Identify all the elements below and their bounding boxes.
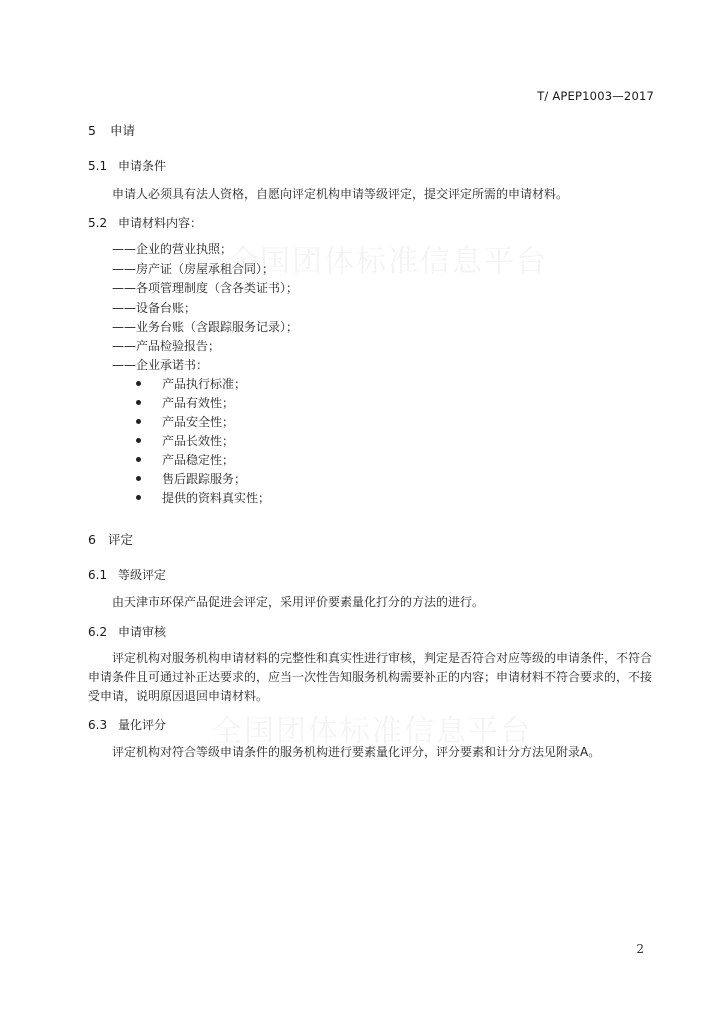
section-title: 等级评定 <box>118 568 167 582</box>
list-item: ——产品检验报告； <box>112 339 221 353</box>
bullet-icon <box>136 438 141 443</box>
section-title: 评定 <box>108 532 134 547</box>
section-title: 申请材料内容： <box>118 216 203 230</box>
section-title: 申请审核 <box>118 625 167 639</box>
list-item: ——企业的营业执照； <box>112 242 233 256</box>
list-item: ——房产证（房屋承租合同）； <box>112 262 275 276</box>
bullet-icon <box>136 400 141 405</box>
section-number: 6.1 <box>88 568 108 582</box>
bullet-icon <box>136 419 141 424</box>
section-number: 6.3 <box>88 718 108 732</box>
bullet-item <box>136 451 234 468</box>
watermark <box>228 236 548 280</box>
bullet-item <box>136 394 234 411</box>
section-5-1-text: 申请人必须具有法人资格，自愿向评定机构申请等级评定，提交评定所需的申请材料。 <box>112 187 569 201</box>
section-6-1-heading <box>88 566 166 583</box>
bullet-icon <box>136 457 141 462</box>
section-title: 申请条件 <box>118 159 167 173</box>
bullet-item <box>136 489 270 506</box>
bullet-icon <box>136 381 141 386</box>
bullet-text: 产品执行标准； <box>162 377 247 391</box>
bullet-item <box>136 375 246 392</box>
bullet-text: 产品安全性； <box>162 415 235 429</box>
bullet-item <box>136 470 246 487</box>
section-title: 量化评分 <box>118 718 167 732</box>
section-5-2-heading <box>88 214 202 231</box>
list-item: ——业务台账（含跟踪服务记录）； <box>112 320 299 334</box>
list-item: ——各项管理制度（含各类证书）； <box>112 281 299 295</box>
standard-code: T/ APEP1003—2017 <box>537 89 654 103</box>
section-number: 6.2 <box>88 625 108 639</box>
bullet-item <box>136 432 234 449</box>
section-title: 申请 <box>110 123 136 138</box>
section-number: 6 <box>88 532 96 547</box>
bullet-text: 产品长效性； <box>162 434 235 448</box>
page-number: 2 <box>636 942 644 956</box>
bullet-text: 产品稳定性； <box>162 453 235 467</box>
section-6-2-text: 评定机构对服务机构申请材料的完整性和真实性进行审核，判定是否符合对应等级的申请条件，不符合申请条件且可通过补正达要求的，应当一次性告知服务机构需要补正的内容；申请材料不符合要求的，不接受申请，说明原因退回申请材料。 <box>88 651 653 703</box>
section-5-heading <box>88 121 135 139</box>
bullet-text: 产品有效性； <box>162 396 235 410</box>
bullet-icon <box>136 495 141 500</box>
list-item: ——企业承诺书： <box>112 358 209 372</box>
section-5-1-heading <box>88 157 166 174</box>
list-item: ——设备台账； <box>112 301 197 315</box>
bullet-text: 提供的资料真实性； <box>162 491 271 505</box>
section-number: 5.2 <box>88 216 108 230</box>
section-6-heading <box>88 530 133 548</box>
bullet-icon <box>136 476 141 481</box>
section-number: 5 <box>88 123 96 138</box>
section-6-2-heading <box>88 623 166 640</box>
section-6-1-text: 由天津市环保产品促进会评定，采用评价要素量化打分的方法的进行。 <box>112 595 485 609</box>
section-number: 5.1 <box>88 159 108 173</box>
bullet-text: 售后跟踪服务； <box>162 472 247 486</box>
section-6-3-text: 评定机构对符合等级申请条件的服务机构进行要素量化评分，评分要素和计分方法见附录A。 <box>112 745 601 759</box>
section-6-3-heading <box>88 716 166 733</box>
bullet-item <box>136 413 234 430</box>
